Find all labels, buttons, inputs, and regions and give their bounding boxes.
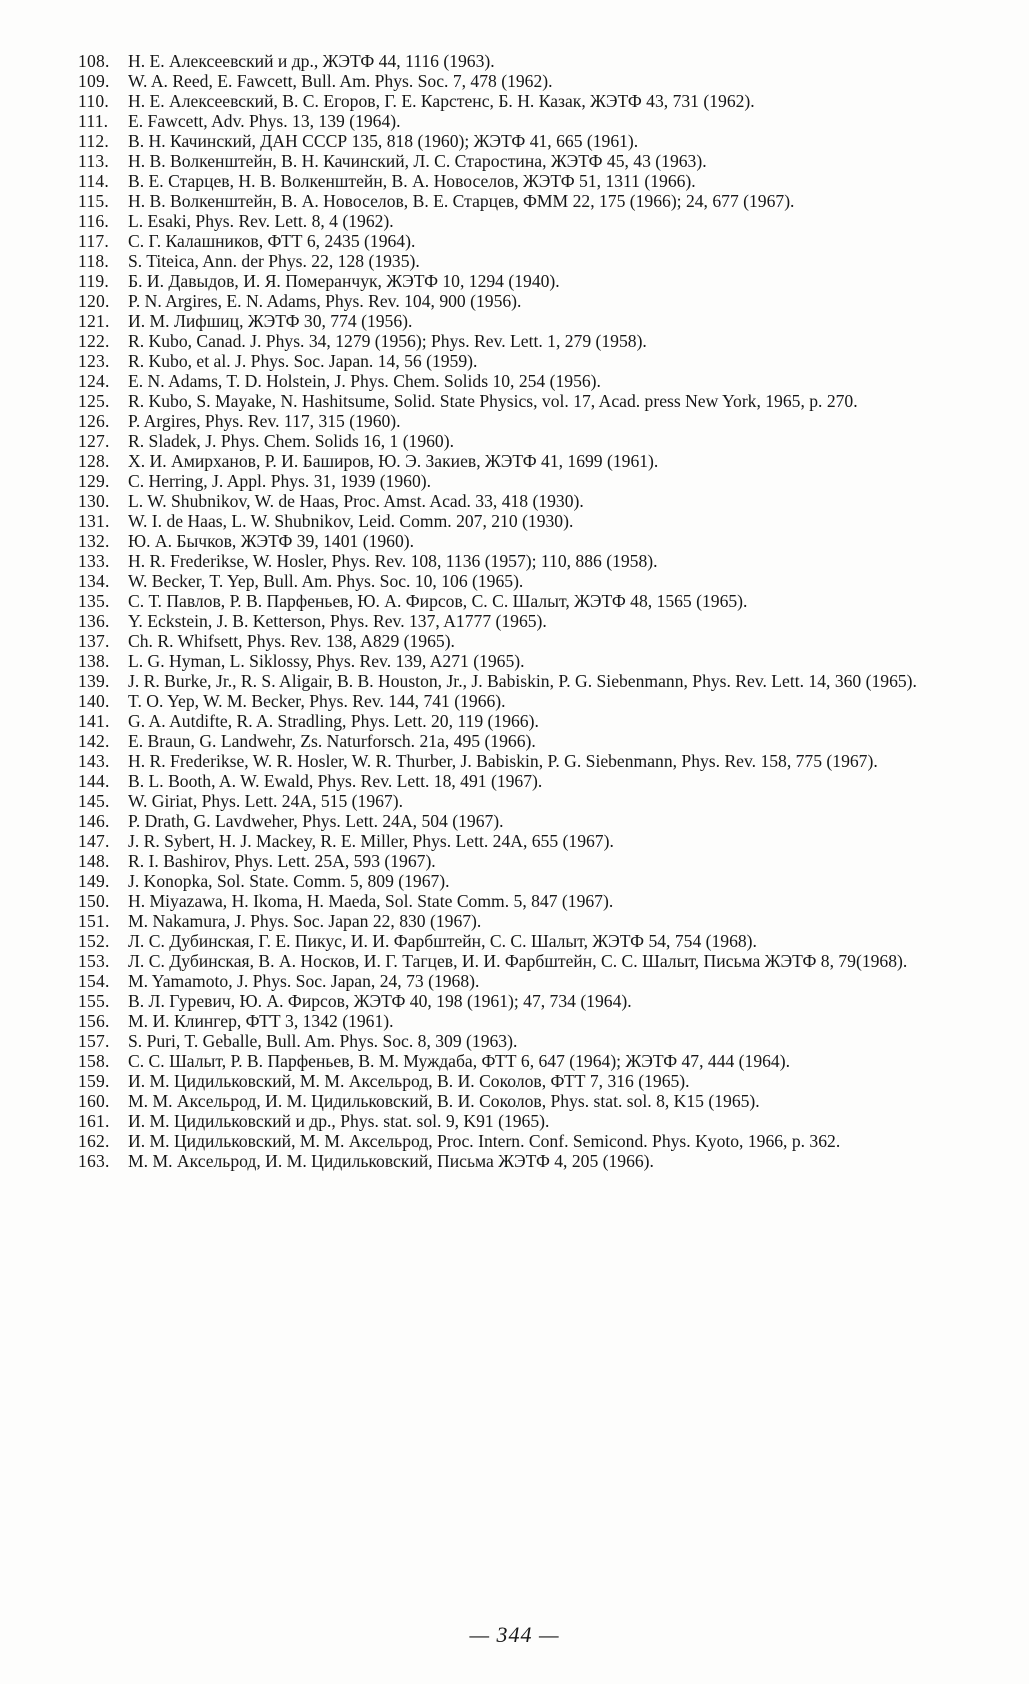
reference-text: T. O. Yep, W. M. Becker, Phys. Rev. 144, 741 (1966). <box>128 691 506 711</box>
reference-number: 119. <box>78 271 109 291</box>
reference-item <box>78 672 978 691</box>
reference-text: Н. Е. Алексеевский, В. С. Егоров, Г. Е. Карстенс, Б. Н. Казак, ЖЭТФ 43, 731 (1962). <box>128 91 755 111</box>
reference-item <box>78 1012 978 1031</box>
reference-number: 159. <box>78 1071 110 1091</box>
reference-text: M. Nakamura, J. Phys. Soc. Japan 22, 830 (1967). <box>128 911 482 931</box>
reference-item <box>78 572 978 591</box>
reference-list <box>78 52 978 1172</box>
reference-number: 117. <box>78 231 109 251</box>
reference-text: P. Argires, Phys. Rev. 117, 315 (1960). <box>128 411 401 431</box>
reference-item <box>78 112 978 131</box>
reference-text: В. Л. Гуревич, Ю. А. Фирсов, ЖЭТФ 40, 198 (1961); 47, 734 (1964). <box>128 991 632 1011</box>
reference-number: 134. <box>78 571 110 591</box>
reference-text: L. G. Hyman, L. Siklossy, Phys. Rev. 139, A271 (1965). <box>128 651 525 671</box>
reference-item <box>78 592 978 611</box>
reference-item <box>78 1132 978 1151</box>
reference-number: 140. <box>78 691 110 711</box>
reference-item <box>78 932 978 951</box>
reference-item <box>78 412 978 431</box>
reference-text: R. Kubo, Canad. J. Phys. 34, 1279 (1956); Phys. Rev. Lett. 1, 279 (1958). <box>128 331 647 351</box>
reference-number: 161. <box>78 1111 110 1131</box>
reference-text: М. И. Клингер, ФТТ 3, 1342 (1961). <box>128 1011 394 1031</box>
reference-item <box>78 212 978 231</box>
reference-item <box>78 1032 978 1051</box>
reference-number: 144. <box>78 771 110 791</box>
reference-text: E. Fawcett, Adv. Phys. 13, 139 (1964). <box>128 111 401 131</box>
reference-number: 156. <box>78 1011 110 1031</box>
reference-item <box>78 332 978 351</box>
reference-item <box>78 1072 978 1091</box>
reference-text: И. М. Цидильковский, М. М. Аксельрод, Proc. Intern. Conf. Semicond. Phys. Kyoto, 1966, p. 362. <box>128 1131 841 1151</box>
reference-text: J. Konopka, Sol. State. Comm. 5, 809 (1967). <box>128 871 450 891</box>
reference-number: 139. <box>78 671 110 691</box>
reference-text: Х. И. Амирханов, Р. И. Баширов, Ю. Э. Закиев, ЖЭТФ 41, 1699 (1961). <box>128 451 659 471</box>
reference-item <box>78 872 978 891</box>
reference-number: 132. <box>78 531 110 551</box>
reference-text: H. Miyazawa, H. Ikoma, H. Maeda, Sol. State Comm. 5, 847 (1967). <box>128 891 614 911</box>
reference-item <box>78 532 978 551</box>
reference-item <box>78 472 978 491</box>
reference-text: S. Puri, T. Geballe, Bull. Am. Phys. Soc. 8, 309 (1963). <box>128 1031 518 1051</box>
reference-item <box>78 812 978 831</box>
reference-text: W. A. Reed, E. Fawcett, Bull. Am. Phys. Soc. 7, 478 (1962). <box>128 71 553 91</box>
reference-number: 127. <box>78 431 110 451</box>
reference-number: 154. <box>78 971 110 991</box>
reference-text: W. Giriat, Phys. Lett. 24A, 515 (1967). <box>128 791 403 811</box>
reference-number: 109. <box>78 71 110 91</box>
reference-text: Л. С. Дубинская, Г. Е. Пикус, И. И. Фарбштейн, С. С. Шалыт, ЖЭТФ 54, 754 (1968). <box>128 931 757 951</box>
reference-number: 152. <box>78 931 110 951</box>
reference-item <box>78 132 978 151</box>
reference-number: 143. <box>78 751 110 771</box>
reference-number: 115. <box>78 191 109 211</box>
reference-number: 116. <box>78 211 109 231</box>
reference-item <box>78 792 978 811</box>
reference-text: R. Sladek, J. Phys. Chem. Solids 16, 1 (1960). <box>128 431 454 451</box>
reference-item <box>78 772 978 791</box>
reference-text: Л. С. Дубинская, В. А. Носков, И. Г. Тагцев, И. И. Фарбштейн, С. С. Шалыт, Письма ЖЭТФ 8, 79(1968). <box>128 951 908 971</box>
reference-item <box>78 52 978 71</box>
reference-text: L. Esaki, Phys. Rev. Lett. 8, 4 (1962). <box>128 211 394 231</box>
reference-item <box>78 612 978 631</box>
reference-text: Y. Eckstein, J. B. Ketterson, Phys. Rev. 137, A1777 (1965). <box>128 611 547 631</box>
reference-text: B. L. Booth, A. W. Ewald, Phys. Rev. Lett. 18, 491 (1967). <box>128 771 543 791</box>
reference-text: C. Herring, J. Appl. Phys. 31, 1939 (1960). <box>128 471 432 491</box>
reference-number: 108. <box>78 51 110 71</box>
reference-number: 136. <box>78 611 110 631</box>
reference-text: R. Kubo, S. Mayake, N. Hashitsume, Solid. State Physics, vol. 17, Acad. press New York, 1965, p. 270. <box>128 391 858 411</box>
reference-item <box>78 1092 978 1111</box>
reference-text: Ю. А. Бычков, ЖЭТФ 39, 1401 (1960). <box>128 531 415 551</box>
reference-number: 124. <box>78 371 110 391</box>
reference-number: 131. <box>78 511 110 531</box>
reference-number: 112. <box>78 131 109 151</box>
reference-number: 122. <box>78 331 110 351</box>
reference-item <box>78 232 978 251</box>
reference-item <box>78 172 978 191</box>
reference-text: G. A. Autdifte, R. A. Stradling, Phys. Lett. 20, 119 (1966). <box>128 711 539 731</box>
reference-text: R. I. Bashirov, Phys. Lett. 25A, 593 (1967). <box>128 851 436 871</box>
reference-number: 141. <box>78 711 110 731</box>
reference-item <box>78 852 978 871</box>
reference-number: 110. <box>78 91 109 111</box>
reference-text: E. N. Adams, T. D. Holstein, J. Phys. Chem. Solids 10, 254 (1956). <box>128 371 601 391</box>
reference-item <box>78 252 978 271</box>
reference-number: 138. <box>78 651 110 671</box>
reference-item <box>78 512 978 531</box>
reference-text: Ch. R. Whifsett, Phys. Rev. 138, A829 (1965). <box>128 631 455 651</box>
reference-number: 158. <box>78 1051 110 1071</box>
reference-number: 126. <box>78 411 110 431</box>
reference-item <box>78 1052 978 1071</box>
reference-item <box>78 372 978 391</box>
reference-text: W. I. de Haas, L. W. Shubnikov, Leid. Comm. 207, 210 (1930). <box>128 511 574 531</box>
reference-item <box>78 292 978 311</box>
reference-item <box>78 152 978 171</box>
reference-text: L. W. Shubnikov, W. de Haas, Proc. Amst. Acad. 33, 418 (1930). <box>128 491 584 511</box>
reference-number: 130. <box>78 491 110 511</box>
reference-item <box>78 892 978 911</box>
reference-text: S. Titeica, Ann. der Phys. 22, 128 (1935). <box>128 251 420 271</box>
reference-text: Б. И. Давыдов, И. Я. Померанчук, ЖЭТФ 10, 1294 (1940). <box>128 271 560 291</box>
reference-number: 120. <box>78 291 110 311</box>
reference-number: 149. <box>78 871 110 891</box>
reference-item <box>78 392 978 411</box>
reference-number: 123. <box>78 351 110 371</box>
reference-item <box>78 552 978 571</box>
reference-text: Н. Е. Алексеевский и др., ЖЭТФ 44, 1116 (1963). <box>128 51 495 71</box>
reference-item <box>78 952 978 971</box>
reference-text: W. Becker, T. Yep, Bull. Am. Phys. Soc. 10, 106 (1965). <box>128 571 524 591</box>
reference-number: 121. <box>78 311 110 331</box>
reference-item <box>78 352 978 371</box>
reference-item <box>78 492 978 511</box>
reference-number: 137. <box>78 631 110 651</box>
reference-number: 163. <box>78 1151 110 1171</box>
reference-number: 155. <box>78 991 110 1011</box>
reference-item <box>78 732 978 751</box>
reference-text: P. Drath, G. Lavdweher, Phys. Lett. 24A, 504 (1967). <box>128 811 504 831</box>
reference-number: 146. <box>78 811 110 831</box>
reference-number: 133. <box>78 551 110 571</box>
reference-number: 118. <box>78 251 109 271</box>
reference-item <box>78 192 978 211</box>
reference-number: 142. <box>78 731 110 751</box>
reference-item <box>78 692 978 711</box>
reference-number: 135. <box>78 591 110 611</box>
reference-text: P. N. Argires, E. N. Adams, Phys. Rev. 104, 900 (1956). <box>128 291 522 311</box>
reference-text: И. М. Цидильковский и др., Phys. stat. sol. 9, K91 (1965). <box>128 1111 550 1131</box>
reference-text: М. М. Аксельрод, И. М. Цидильковский, Письма ЖЭТФ 4, 205 (1966). <box>128 1151 654 1171</box>
reference-item <box>78 1112 978 1131</box>
reference-item <box>78 632 978 651</box>
reference-item <box>78 272 978 291</box>
reference-text: В. Н. Качинский, ДАН СССР 135, 818 (1960); ЖЭТФ 41, 665 (1961). <box>128 131 639 151</box>
reference-number: 157. <box>78 1031 110 1051</box>
reference-item <box>78 992 978 1011</box>
reference-text: J. R. Burke, Jr., R. S. Aligair, B. B. Houston, Jr., J. Babiskin, P. G. Siebenmann, Phys. Rev. Lett. 14, 360 (1965). <box>128 671 917 691</box>
reference-item <box>78 1152 978 1171</box>
reference-text: И. М. Лифшиц, ЖЭТФ 30, 774 (1956). <box>128 311 413 331</box>
reference-number: 148. <box>78 851 110 871</box>
reference-text: И. М. Цидильковский, М. М. Аксельрод, В. И. Соколов, ФТТ 7, 316 (1965). <box>128 1071 690 1091</box>
reference-item <box>78 432 978 451</box>
reference-item <box>78 92 978 111</box>
reference-text: В. Е. Старцев, Н. В. Волкенштейн, В. А. Новоселов, ЖЭТФ 51, 1311 (1966). <box>128 171 696 191</box>
reference-text: М. М. Аксельрод, И. М. Цидильковский, В. И. Соколов, Phys. stat. sol. 8, K15 (1965). <box>128 1091 760 1111</box>
reference-number: 145. <box>78 791 110 811</box>
reference-text: R. Kubo, et al. J. Phys. Soc. Japan. 14, 56 (1959). <box>128 351 478 371</box>
reference-number: 162. <box>78 1131 110 1151</box>
reference-number: 114. <box>78 171 109 191</box>
reference-text: С. Г. Калашников, ФТТ 6, 2435 (1964). <box>128 231 416 251</box>
reference-number: 111. <box>78 111 109 131</box>
reference-text: Н. В. Волкенштейн, В. Н. Качинский, Л. С. Старостина, ЖЭТФ 45, 43 (1963). <box>128 151 707 171</box>
reference-text: H. R. Frederikse, W. Hosler, Phys. Rev. 108, 1136 (1957); 110, 886 (1958). <box>128 551 658 571</box>
reference-number: 113. <box>78 151 109 171</box>
reference-text: Н. В. Волкенштейн, В. А. Новоселов, В. Е. Старцев, ФММ 22, 175 (1966); 24, 677 (1967). <box>128 191 795 211</box>
reference-text: H. R. Frederikse, W. R. Hosler, W. R. Thurber, J. Babiskin, P. G. Siebenmann, Phys. Rev. 158, 775 (1967). <box>128 751 878 771</box>
reference-number: 129. <box>78 471 110 491</box>
reference-item <box>78 712 978 731</box>
reference-text: J. R. Sybert, H. J. Mackey, R. E. Miller, Phys. Lett. 24A, 655 (1967). <box>128 831 614 851</box>
reference-item <box>78 972 978 991</box>
reference-number: 150. <box>78 891 110 911</box>
reference-item <box>78 72 978 91</box>
reference-number: 153. <box>78 951 110 971</box>
reference-item <box>78 652 978 671</box>
reference-text: E. Braun, G. Landwehr, Zs. Naturforsch. 21a, 495 (1966). <box>128 731 536 751</box>
reference-number: 147. <box>78 831 110 851</box>
reference-item <box>78 832 978 851</box>
reference-item <box>78 452 978 471</box>
reference-text: С. Т. Павлов, Р. В. Парфеньев, Ю. А. Фирсов, С. С. Шалыт, ЖЭТФ 48, 1565 (1965). <box>128 591 748 611</box>
reference-item <box>78 912 978 931</box>
reference-number: 151. <box>78 911 110 931</box>
page-number: — 344 — <box>469 1622 560 1647</box>
reference-number: 125. <box>78 391 110 411</box>
reference-number: 128. <box>78 451 110 471</box>
reference-text: С. С. Шалыт, Р. В. Парфеньев, В. М. Муждаба, ФТТ 6, 647 (1964); ЖЭТФ 47, 444 (1964). <box>128 1051 790 1071</box>
reference-item <box>78 752 978 771</box>
reference-text: M. Yamamoto, J. Phys. Soc. Japan, 24, 73 (1968). <box>128 971 480 991</box>
reference-item <box>78 312 978 331</box>
reference-number: 160. <box>78 1091 110 1111</box>
